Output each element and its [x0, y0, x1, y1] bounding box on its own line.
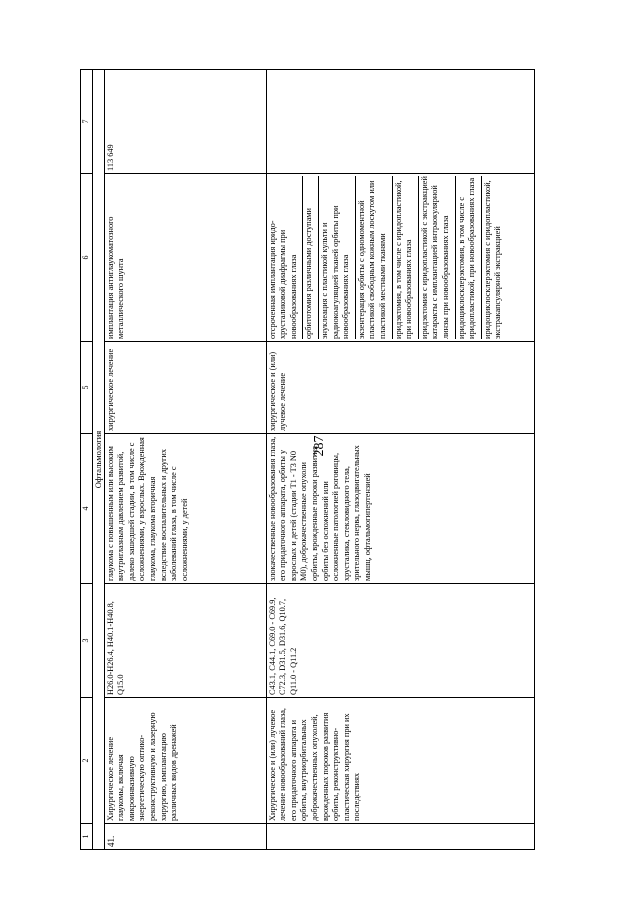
treatment-method: иридэктомия с иридопластикой с экстракцией катаракты с имплантацией интраокулярной линзы при новообразованиях глаза [419, 176, 456, 339]
column-number: 3 [81, 584, 93, 698]
table-row [104, 70, 266, 850]
column-number-row [81, 70, 93, 850]
treatment-method: иридоциклосклерэктомия с иридопластикой, экстракапсулярной экстракцией [482, 180, 503, 339]
patient-model: злокачественные новообразования глаза, его придаточного аппарата, орбиты у взрослых и детей (стадии T1 - T3 N0 M0), доброкачественные опухоли орбиты, врожденные пороки развития орбиты без осложнений или осложненные патологией роговицы, хрусталика, стекловидного тела, зрительного нерва, глазодвигательных мышц, офтальмогипертензией [266, 434, 534, 584]
standard-cost: 113 649 [104, 70, 266, 174]
column-number: 7 [81, 70, 93, 174]
standard-cost [266, 70, 534, 174]
treatment-methods [266, 174, 534, 342]
page-number: 287 [312, 435, 327, 457]
row-number [266, 824, 534, 850]
column-number: 5 [81, 342, 93, 434]
treatment-type: хирургическое лечение [104, 342, 266, 434]
treatment-type: хирургическое и (или) лучевое лечение [266, 342, 534, 434]
section-row [92, 70, 104, 850]
column-number: 4 [81, 434, 93, 584]
treatment-method: орбитотомия различными доступами [303, 176, 319, 339]
treatment-method: имплантация антиглаукоматозного металлического шунта [105, 216, 126, 339]
rotated-page [80, 70, 546, 850]
patient-model: глаукома с повышенным или высоким внутриглазным давлением развитой, далеко зашедшей стадии, в том числе с осложнениями, у взрослых. Врожденная глаукома, глаукома вторичная вследствие воспалительных и других заболеваний глаза, в том числе с осложнениями, у детей [104, 434, 266, 584]
column-number: 1 [81, 824, 93, 850]
table-row [266, 70, 534, 850]
treatment-method: иридоциклосклерэктомия, в том числе с иридопластикой, при новообразованиях глаза [456, 176, 482, 339]
treatment-method: экзентерация орбиты с одномоментной пластикой свободным кожным лоскутом или пластикой местными тканями [356, 176, 393, 339]
treatment-method: иридэктомия, в том числе с иридопластикой, при новообразованиях глаза [393, 176, 419, 339]
treatment-method: энуклеация с пластикой культи и радиокоагуляцией тканей орбиты при новообразованиях глаза [319, 176, 356, 339]
treatment-methods [104, 174, 266, 342]
vmp-table [80, 69, 535, 850]
vmp-name: Хирургическое и (или) лучевое лечение новообразований глаза, его придаточного аппарата и орбиты, внутриорбитальных доброкачественных опухолей, врожденных пороков развития орбиты, реконструктивно-пластическая хирургия при их последствиях [266, 698, 534, 824]
row-number: 41. [104, 824, 266, 850]
column-number: 6 [81, 174, 93, 342]
vmp-name: Хирургическое лечение глаукомы, включая микроинвазивную энергетическую оптико-реконструктивную и лазерную хирургию, имплантацию различных видов дренажей [104, 698, 266, 824]
treatment-method: отсроченная имплантация иридо-хрусталиковой диафрагмы при новообразованиях глаза [267, 176, 304, 339]
icd-codes: H26.0-H26.4, H40.1-H40.8, Q15.0 [104, 584, 266, 698]
icd-codes: C43.1, C44.1, C69.0 - C69.9, C72.3, D31.5, D31.6, Q10.7, Q11.0 - Q11.2 [266, 584, 534, 698]
section-title: Офтальмология [92, 70, 104, 850]
column-number: 2 [81, 698, 93, 824]
